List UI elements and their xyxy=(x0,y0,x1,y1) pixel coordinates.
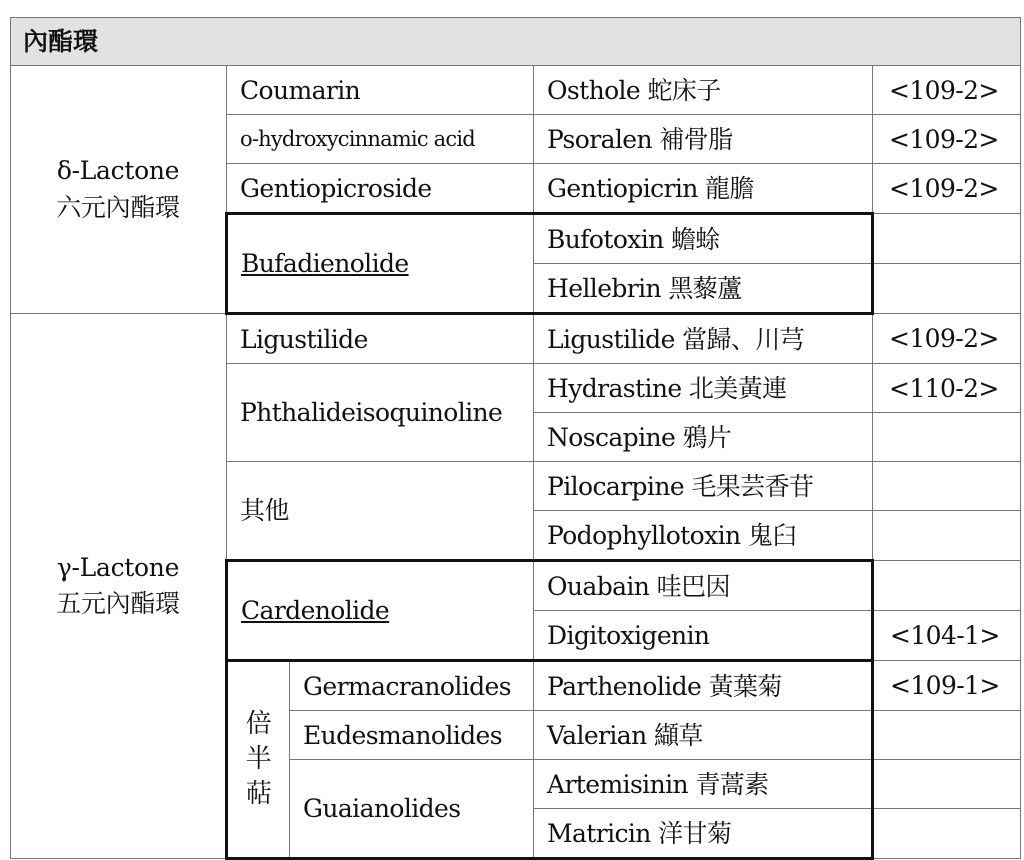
class-label: Bufadienolide xyxy=(241,249,409,278)
drug-cell: Ligustilide 當歸、川芎 xyxy=(534,314,873,364)
group-label-en: δ-Lactone xyxy=(56,156,180,186)
ref-cell: <104-1> xyxy=(873,611,1021,661)
sesqui-char: 倍 xyxy=(245,708,272,739)
drug-cell: Digitoxigenin xyxy=(534,611,873,661)
drug-cell: Matricin 洋甘菊 xyxy=(534,809,873,859)
ref-cell: <109-2> xyxy=(873,164,1021,214)
table-row xyxy=(11,66,1021,115)
ref-cell xyxy=(873,561,1021,611)
ref-cell xyxy=(873,809,1021,859)
ref-cell xyxy=(873,413,1021,462)
drug-cell: Osthole 蛇床子 xyxy=(534,66,873,115)
sesqui-char: 萜 xyxy=(245,779,272,810)
ref-cell xyxy=(873,462,1021,511)
sesquiterpene-label xyxy=(227,661,290,859)
ref-cell: <110-2> xyxy=(873,364,1021,413)
class-cell: Phthalideisoquinoline xyxy=(227,364,534,462)
class-cell: 其他 xyxy=(227,462,534,561)
delta-lactone-group xyxy=(11,66,227,314)
drug-cell: Podophyllotoxin 鬼臼 xyxy=(534,511,873,561)
ref-cell: <109-1> xyxy=(873,661,1021,711)
class-cell: Coumarin xyxy=(227,66,534,115)
group-label-zh: 六元內酯環 xyxy=(56,192,180,222)
ref-cell xyxy=(873,214,1021,264)
group-label-zh: 五元內酯環 xyxy=(56,589,180,618)
subclass-cell: Guaianolides xyxy=(290,760,534,859)
subclass-cell: Germacranolides xyxy=(290,661,534,711)
gamma-lactone-group xyxy=(11,314,227,859)
drug-cell: Bufotoxin 蟾蜍 xyxy=(534,214,873,264)
drug-cell: Ouabain 哇巴因 xyxy=(534,561,873,611)
drug-cell: Valerian 纈草 xyxy=(534,711,873,760)
drug-cell: Artemisinin 青蒿素 xyxy=(534,760,873,809)
lactone-table xyxy=(10,17,1021,860)
class-cell-cardenolide xyxy=(227,561,534,661)
drug-cell: Psoralen 補骨脂 xyxy=(534,115,873,164)
drug-cell: Pilocarpine 毛果芸香苷 xyxy=(534,462,873,511)
subclass-cell: Eudesmanolides xyxy=(290,711,534,760)
ref-cell: <109-2> xyxy=(873,314,1021,364)
sesqui-char: 半 xyxy=(245,743,272,774)
title-row xyxy=(11,18,1021,66)
ref-cell: <109-2> xyxy=(873,115,1021,164)
ref-cell xyxy=(873,511,1021,561)
class-cell-bufadienolide xyxy=(227,214,534,314)
class-cell: Gentiopicroside xyxy=(227,164,534,214)
lactone-table-container xyxy=(10,17,1020,860)
class-cell: o-hydroxycinnamic acid xyxy=(227,115,534,164)
class-cell: Ligustilide xyxy=(227,314,534,364)
drug-cell: Parthenolide 黃葉菊 xyxy=(534,661,873,711)
ref-cell xyxy=(873,760,1021,809)
group-label-en: γ-Lactone xyxy=(56,552,180,582)
ref-cell: <109-2> xyxy=(873,66,1021,115)
drug-cell: Gentiopicrin 龍膽 xyxy=(534,164,873,214)
drug-cell: Noscapine 鴉片 xyxy=(534,413,873,462)
drug-cell: Hydrastine 北美黃連 xyxy=(534,364,873,413)
class-label: Cardenolide xyxy=(241,596,390,625)
ref-cell xyxy=(873,711,1021,760)
ref-cell xyxy=(873,264,1021,314)
table-row xyxy=(11,314,1021,364)
drug-cell: Hellebrin 黑藜蘆 xyxy=(534,264,873,314)
table-title: 內酯環 xyxy=(11,18,1021,66)
